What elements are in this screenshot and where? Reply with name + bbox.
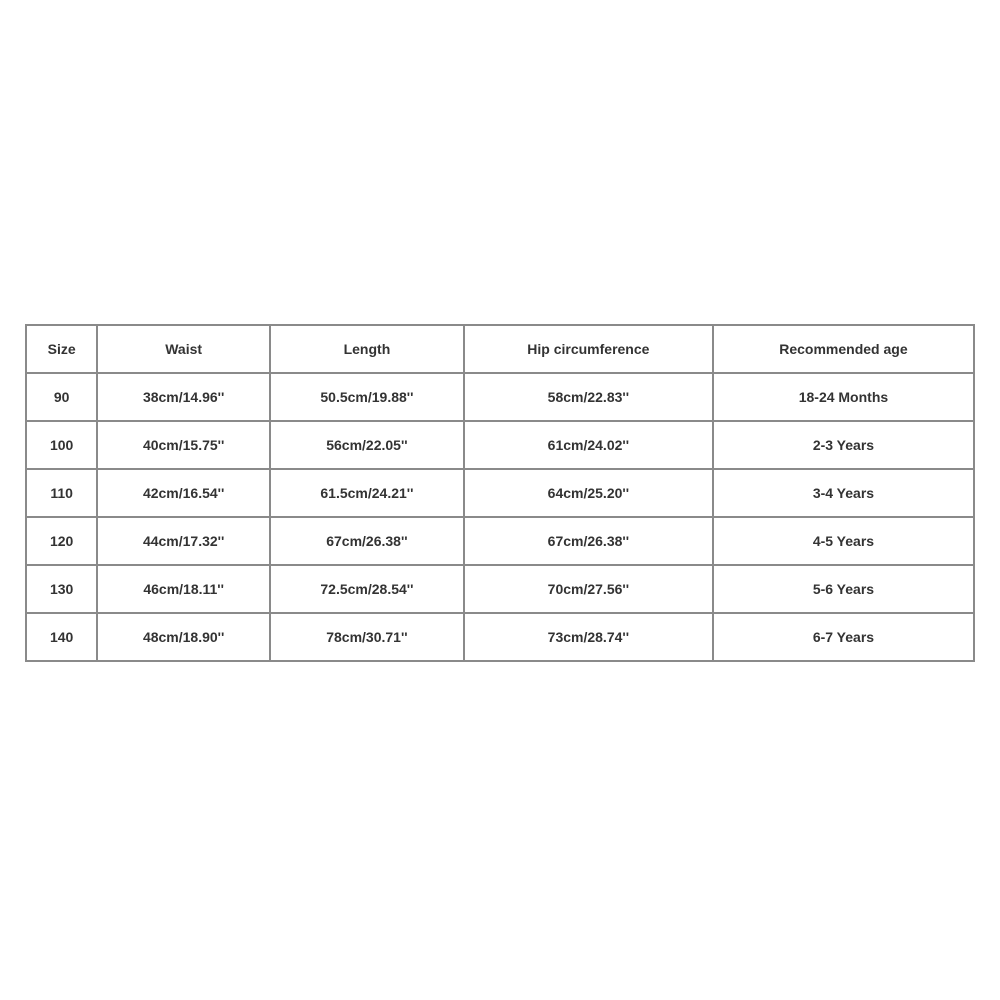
cell-waist: 46cm/18.11'' bbox=[97, 565, 270, 613]
header-recommended-age: Recommended age bbox=[713, 325, 974, 373]
size-chart-table bbox=[25, 324, 975, 662]
cell-age: 3-4 Years bbox=[713, 469, 974, 517]
cell-age: 2-3 Years bbox=[713, 421, 974, 469]
cell-age: 6-7 Years bbox=[713, 613, 974, 661]
cell-length: 72.5cm/28.54'' bbox=[270, 565, 464, 613]
table-row bbox=[26, 469, 974, 517]
cell-length: 61.5cm/24.21'' bbox=[270, 469, 464, 517]
cell-waist: 40cm/15.75'' bbox=[97, 421, 270, 469]
cell-hip: 64cm/25.20'' bbox=[464, 469, 713, 517]
cell-size: 140 bbox=[26, 613, 97, 661]
cell-size: 90 bbox=[26, 373, 97, 421]
cell-hip: 61cm/24.02'' bbox=[464, 421, 713, 469]
table-row bbox=[26, 421, 974, 469]
cell-hip: 67cm/26.38'' bbox=[464, 517, 713, 565]
cell-length: 56cm/22.05'' bbox=[270, 421, 464, 469]
table-row bbox=[26, 373, 974, 421]
cell-hip: 73cm/28.74'' bbox=[464, 613, 713, 661]
cell-waist: 42cm/16.54'' bbox=[97, 469, 270, 517]
cell-waist: 48cm/18.90'' bbox=[97, 613, 270, 661]
header-waist: Waist bbox=[97, 325, 270, 373]
cell-waist: 38cm/14.96'' bbox=[97, 373, 270, 421]
cell-size: 110 bbox=[26, 469, 97, 517]
header-hip-circumference: Hip circumference bbox=[464, 325, 713, 373]
cell-age: 5-6 Years bbox=[713, 565, 974, 613]
cell-size: 130 bbox=[26, 565, 97, 613]
header-size: Size bbox=[26, 325, 97, 373]
cell-waist: 44cm/17.32'' bbox=[97, 517, 270, 565]
cell-size: 120 bbox=[26, 517, 97, 565]
cell-size: 100 bbox=[26, 421, 97, 469]
cell-age: 18-24 Months bbox=[713, 373, 974, 421]
cell-length: 67cm/26.38'' bbox=[270, 517, 464, 565]
cell-hip: 70cm/27.56'' bbox=[464, 565, 713, 613]
cell-hip: 58cm/22.83'' bbox=[464, 373, 713, 421]
cell-length: 78cm/30.71'' bbox=[270, 613, 464, 661]
table-row bbox=[26, 613, 974, 661]
header-row bbox=[26, 325, 974, 373]
table-row bbox=[26, 517, 974, 565]
cell-age: 4-5 Years bbox=[713, 517, 974, 565]
cell-length: 50.5cm/19.88'' bbox=[270, 373, 464, 421]
header-length: Length bbox=[270, 325, 464, 373]
table-row bbox=[26, 565, 974, 613]
